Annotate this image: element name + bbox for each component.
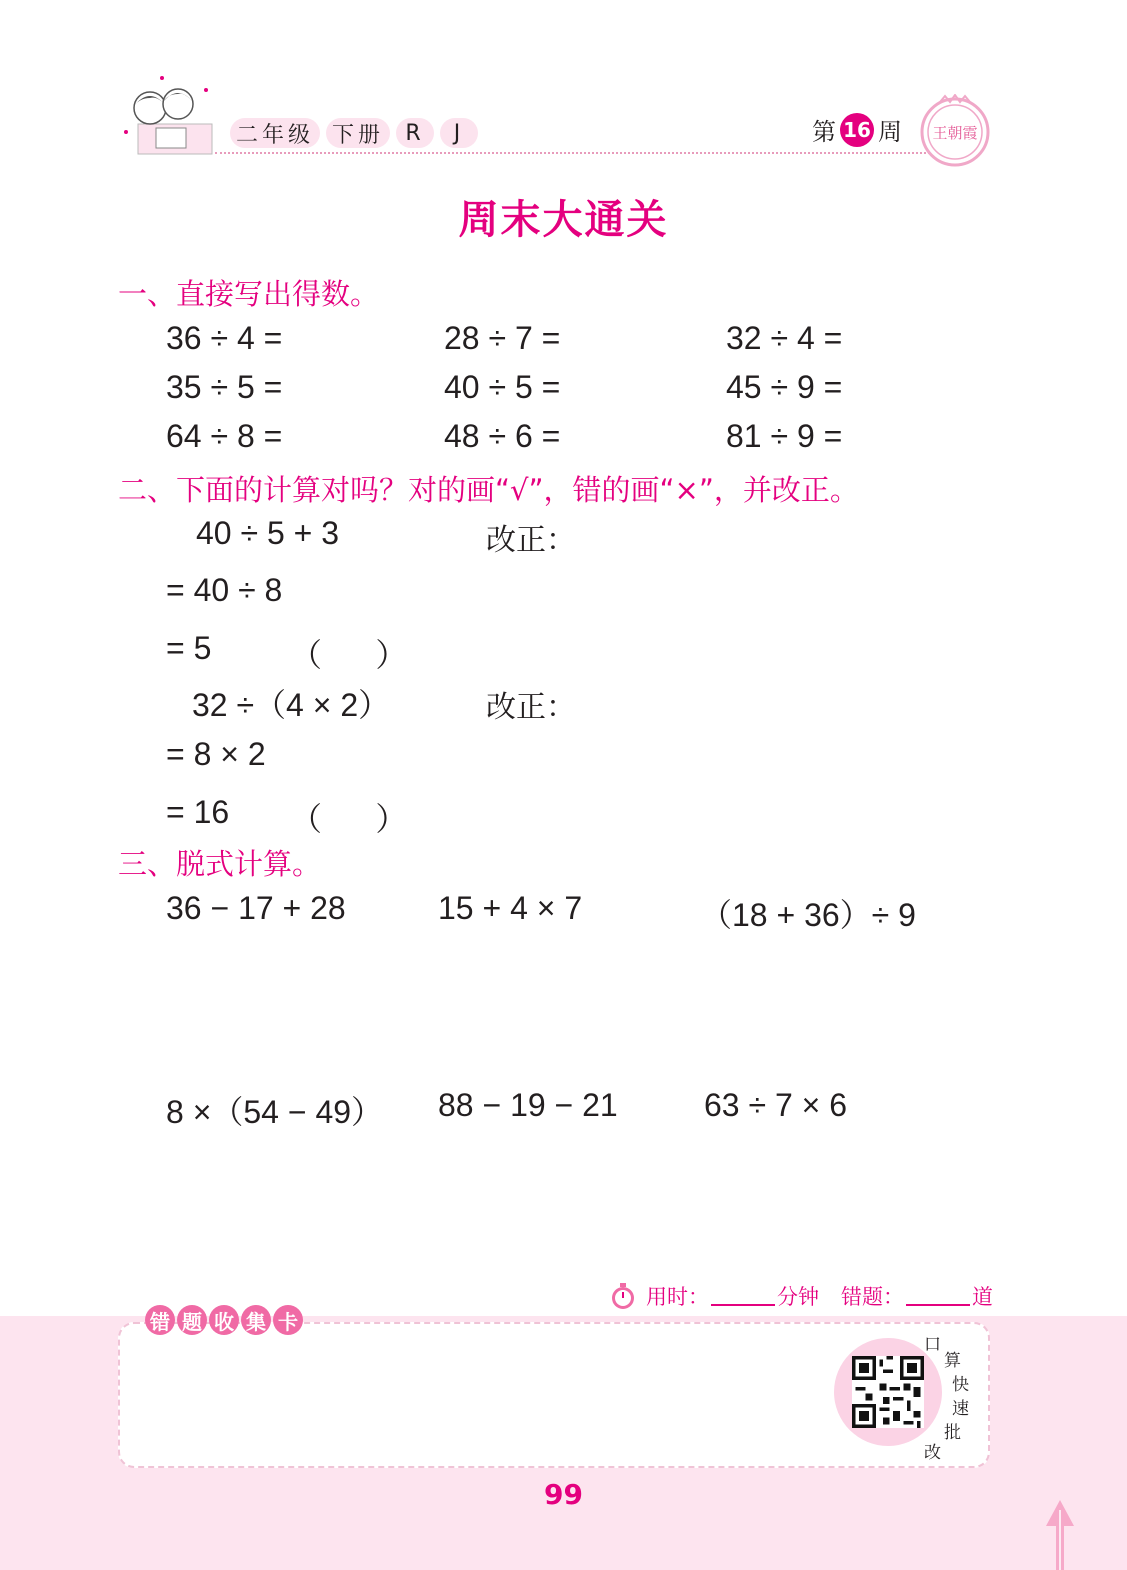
check-problem1-line1: 40 ÷ 5 + 3 bbox=[196, 515, 339, 551]
check-problem2-line3: = 16 bbox=[166, 794, 230, 830]
step-calc-item: 8 ×（54 − 49） bbox=[166, 1094, 384, 1130]
stopwatch-icon bbox=[608, 1281, 638, 1311]
qr-caption-char: 快 bbox=[952, 1375, 969, 1395]
step-calc-item: 36 − 17 + 28 bbox=[166, 890, 346, 926]
week-number: 16 bbox=[840, 113, 874, 147]
oral-item: 35 ÷ 5 = bbox=[166, 369, 283, 405]
week-indicator bbox=[812, 112, 902, 147]
qr-code-icon[interactable] bbox=[852, 1356, 924, 1428]
oral-item: 32 ÷ 4 = bbox=[726, 320, 843, 356]
minutes-label: 分钟 bbox=[777, 1285, 819, 1309]
header-divider bbox=[215, 152, 930, 154]
step-calc-item: （18 + 36）÷ 9 bbox=[700, 897, 916, 933]
volume-tag: 下册 bbox=[326, 118, 390, 148]
mistake-card-title: 错 题 收 集 卡 bbox=[145, 1305, 303, 1335]
oral-item: 28 ÷ 7 = bbox=[444, 320, 561, 356]
page-number: 99 bbox=[544, 1478, 583, 1511]
oral-item: 36 ÷ 4 = bbox=[166, 320, 283, 356]
check-problem1-line2: = 40 ÷ 8 bbox=[166, 572, 283, 608]
qr-caption-char: 速 bbox=[952, 1399, 969, 1419]
qr-caption-char: 改 bbox=[924, 1443, 941, 1463]
oral-item: 64 ÷ 8 = bbox=[166, 418, 283, 454]
section2-heading: 二、下面的计算对吗？对的画“√”，错的画“×”，并改正。 bbox=[118, 473, 859, 507]
qr-caption-char: 批 bbox=[944, 1423, 961, 1443]
errors-blank[interactable] bbox=[906, 1286, 970, 1306]
qr-caption-char: 算 bbox=[944, 1351, 961, 1371]
edition-tag-j: J bbox=[440, 118, 478, 148]
step-calc-item: 63 ÷ 7 × 6 bbox=[704, 1087, 847, 1123]
section1-heading: 一、直接写出得数。 bbox=[118, 277, 380, 311]
time-blank[interactable] bbox=[711, 1286, 775, 1306]
check-problem2-line2: = 8 × 2 bbox=[166, 736, 266, 772]
week-prefix: 第 bbox=[812, 118, 836, 146]
check-problem1-line3: = 5 bbox=[166, 630, 212, 666]
page-title: 周末大通关 bbox=[458, 197, 669, 243]
oral-item: 45 ÷ 9 = bbox=[726, 369, 843, 405]
answer-bracket[interactable]: （ ） bbox=[290, 637, 408, 673]
step-calc-item: 15 + 4 × 7 bbox=[438, 890, 583, 926]
section3-heading: 三、脱式计算。 bbox=[118, 847, 322, 881]
oral-item: 81 ÷ 9 = bbox=[726, 418, 843, 454]
grade-tags bbox=[230, 118, 478, 148]
correction-label: 改正： bbox=[486, 523, 576, 558]
oral-item: 48 ÷ 6 = bbox=[444, 418, 561, 454]
timing-record bbox=[608, 1281, 993, 1311]
grade-tag: 二年级 bbox=[230, 118, 320, 148]
edition-tag-r: R bbox=[396, 118, 434, 148]
step-calc-item: 88 − 19 − 21 bbox=[438, 1087, 618, 1123]
errors-label: 错题： bbox=[841, 1285, 904, 1309]
time-label: 用时： bbox=[646, 1285, 709, 1309]
oral-item: 40 ÷ 5 = bbox=[444, 369, 561, 405]
answer-bracket[interactable]: （ ） bbox=[290, 801, 408, 837]
check-problem2-line1: 32 ÷（4 × 2） bbox=[192, 687, 391, 723]
kids-reading-illustration bbox=[118, 72, 218, 162]
correction-label: 改正： bbox=[486, 690, 576, 725]
qr-caption-char: 口 bbox=[924, 1335, 941, 1355]
count-label: 道 bbox=[972, 1285, 993, 1309]
svg-text:王朝霞: 王朝霞 bbox=[932, 124, 978, 142]
week-suffix: 周 bbox=[878, 118, 902, 146]
pencil-arrow-decoration bbox=[1040, 1500, 1080, 1570]
brand-stamp-logo bbox=[918, 94, 992, 168]
